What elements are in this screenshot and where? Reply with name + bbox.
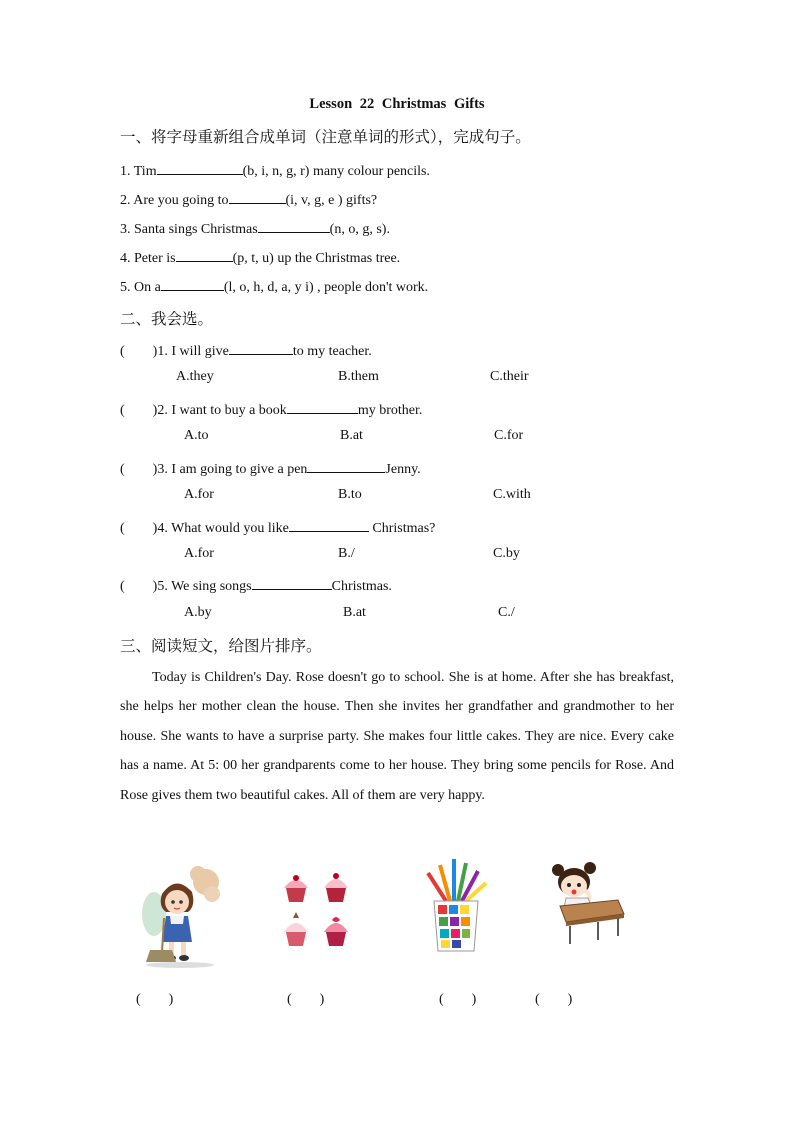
s2-question-4: ( )4. What would you like Christmas? xyxy=(120,517,435,537)
answer-paren[interactable]: ( ) xyxy=(120,462,158,477)
s1-item-5: 5. On a (l, o, h, d, a, y i) , people don't work. xyxy=(120,276,428,296)
answer-paren[interactable]: ( ) xyxy=(120,521,158,536)
s2-q3-option-c[interactable]: C.with xyxy=(493,487,531,502)
s2-q5-option-b[interactable]: B.at xyxy=(343,605,366,620)
s2-q3-option-a[interactable]: A.for xyxy=(184,487,214,502)
section1-heading: 一、将字母重新组合成单词（注意单词的形式），完成句子。 xyxy=(120,129,531,146)
s2-q5-option-c[interactable]: C./ xyxy=(498,605,515,620)
s1-item-1: 1. Tim (b, i, n, g, r) many colour pencils. xyxy=(120,160,430,180)
answer-blank[interactable] xyxy=(229,189,286,204)
picture-2-answer[interactable]: ( ) xyxy=(287,992,325,1007)
picture-3-answer[interactable]: ( ) xyxy=(439,992,477,1007)
s2-q4-option-c[interactable]: C.by xyxy=(493,546,520,561)
picture-4-answer[interactable]: ( ) xyxy=(535,992,573,1007)
answer-blank[interactable] xyxy=(287,399,358,414)
s2-q2-option-c[interactable]: C.for xyxy=(494,428,524,443)
page-title: Lesson 22 Christmas Gifts xyxy=(309,96,485,112)
section3-heading: 三、阅读短文，给图片排序。 xyxy=(120,638,322,655)
s2-q2-option-a[interactable]: A.to xyxy=(184,428,209,443)
s2-q4-option-b[interactable]: B./ xyxy=(338,546,355,561)
reading-passage: Today is Children's Day. Rose doesn't go to school. She is at home. After she has breakfast, she helps her mother clean the house. Then she invites her grandfather and grandmother to her house. She wants to have a surprise party. She makes four little cakes. They are nice. Every cake has a name. At 5: 00 her grandparents come to her house. They bring some pencils for Rose. And Rose gives them two beautiful cakes. All of them are very happy. xyxy=(120,670,674,803)
girl-at-desk-icon xyxy=(548,860,628,948)
s2-question-2: ( )2. I want to buy a book my brother. xyxy=(120,399,422,419)
s2-question-1: ( )1. I will give to my teacher. xyxy=(120,340,372,360)
s1-item-2: 2. Are you going to (i, v, g, e ) gifts? xyxy=(120,189,377,209)
answer-paren[interactable]: ( ) xyxy=(120,579,158,594)
s1-item-3: 3. Santa sings Christmas (n, o, g, s). xyxy=(120,218,390,238)
s2-q1-option-c[interactable]: C.their xyxy=(490,369,529,384)
s2-q3-option-b[interactable]: B.to xyxy=(338,487,362,502)
cupcakes-icon xyxy=(280,868,354,952)
section2-heading: 二、我会选。 xyxy=(120,311,214,328)
answer-blank[interactable] xyxy=(229,340,293,355)
answer-blank[interactable] xyxy=(289,517,369,532)
s2-q1-option-b[interactable]: B.them xyxy=(338,369,379,384)
answer-blank[interactable] xyxy=(157,160,243,175)
s2-q4-option-a[interactable]: A.for xyxy=(184,546,214,561)
answer-blank[interactable] xyxy=(176,247,233,262)
answer-paren[interactable]: ( ) xyxy=(120,344,158,359)
answer-blank[interactable] xyxy=(161,276,224,291)
s2-q1-option-a[interactable]: A.they xyxy=(176,369,214,384)
picture-1-answer[interactable]: ( ) xyxy=(136,992,174,1007)
s2-question-5: ( )5. We sing songs Christmas. xyxy=(120,575,392,595)
s2-question-3: ( )3. I am going to give a pen Jenny. xyxy=(120,458,421,478)
s1-item-4: 4. Peter is (p, t, u) up the Christmas tree. xyxy=(120,247,400,267)
answer-blank[interactable] xyxy=(258,218,330,233)
s2-q2-option-b[interactable]: B.at xyxy=(340,428,363,443)
answer-blank[interactable] xyxy=(307,458,385,473)
girl-sweeping-icon xyxy=(136,862,222,968)
answer-paren[interactable]: ( ) xyxy=(120,403,158,418)
s2-q5-option-a[interactable]: A.by xyxy=(184,605,212,620)
pencil-cup-icon xyxy=(420,855,492,955)
answer-blank[interactable] xyxy=(252,575,332,590)
